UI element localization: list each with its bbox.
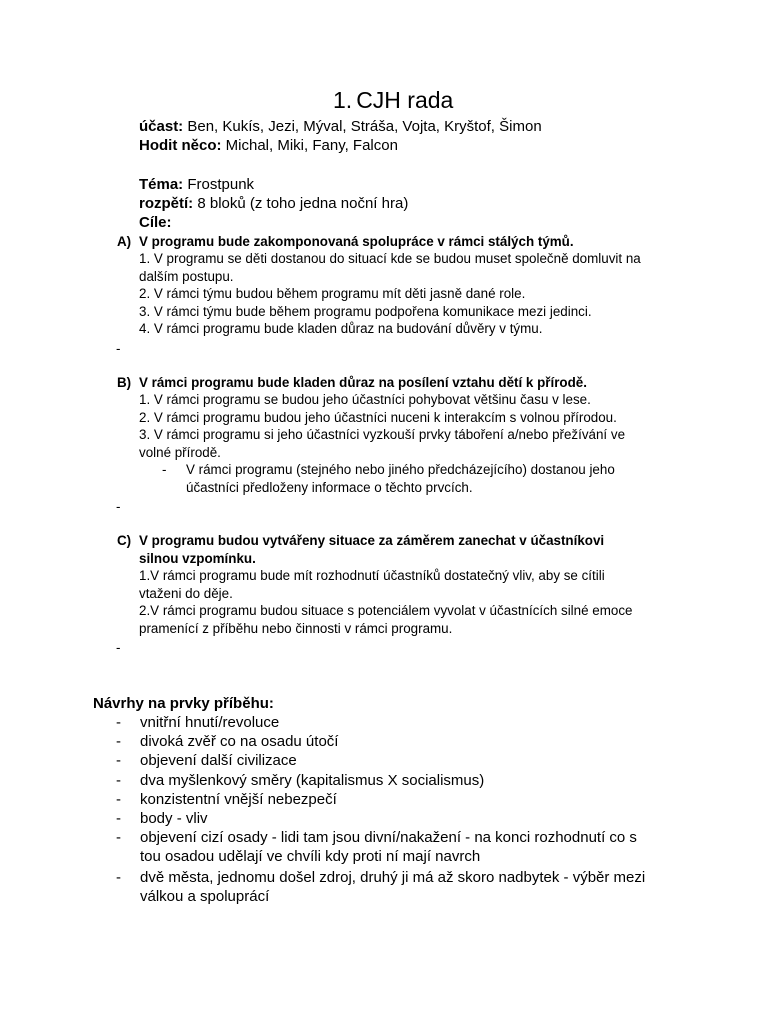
goal-c-heading-1: V programu budou vytvářeny situace za záměrem zanechat v účastníkovi — [139, 533, 605, 548]
story-item-8-line-1: dvě města, jednomu došel zdroj, druhý ji má až skoro nadbytek - výběr mezi — [140, 869, 646, 886]
goal-a-line-4: 3. V rámci týmu bude během programu podpořena komunikace mezi jedinci. — [139, 304, 592, 319]
story-item-7-line-2: tou osadou udělají ve chvíli kdy proti ní mají navrch — [140, 848, 481, 865]
goal-a-line-1: 1. V programu se děti dostanou do situací kde se budou muset společně domluvit na — [139, 251, 641, 266]
goal-b-sub-dash: - — [162, 462, 167, 477]
goal-a-line-3: 2. V rámci týmu budou během programu mít děti jasně dané role. — [139, 286, 526, 301]
story-item-5-dash: - — [116, 791, 121, 808]
story-item-7-line-1: objevení cizí osady - lidi tam jsou divní/nakažení - na konci rozhodnutí co s — [140, 829, 637, 846]
goal-c-line-3: 2.V rámci programu budou situace s potenciálem vyvolat v účastnících silné emoce — [139, 603, 633, 618]
story-item-6: body - vliv — [140, 810, 208, 827]
goal-b-trailing-dash: - — [116, 499, 121, 514]
goal-b-letter: B) — [117, 375, 132, 390]
goal-c-line-4: pramenící z příběhu nebo činnosti v rámci programu. — [139, 621, 453, 636]
goal-c-heading-2: silnou vzpomínku. — [139, 551, 256, 566]
goal-a-line-5: 4. V rámci programu bude kladen důraz na budování důvěry v týmu. — [139, 321, 543, 336]
invite-line — [139, 136, 398, 155]
story-item-4: dva myšlenkový směry (kapitalismus X socialismus) — [140, 772, 485, 789]
goal-b-heading: V rámci programu bude kladen důraz na posílení vztahu dětí k přírodě. — [139, 375, 587, 390]
invite-label: Hodit něco: — [139, 137, 222, 154]
story-item-6-dash: - — [116, 810, 121, 827]
participation-value: Ben, Kukís, Jezi, Mýval, Stráša, Vojta, Kryštof, Šimon — [187, 118, 542, 135]
story-item-1: vnitřní hnutí/revoluce — [140, 714, 280, 731]
story-item-2-dash: - — [116, 733, 121, 750]
goal-a-line-2: dalším postupu. — [139, 269, 234, 284]
story-item-2: divoká zvěř co na osadu útočí — [140, 733, 339, 750]
participation-line — [139, 117, 542, 136]
scope-value: 8 bloků (z toho jedna noční hra) — [197, 195, 409, 212]
goal-a-trailing-dash: - — [116, 341, 121, 356]
goals-label: Cíle: — [139, 214, 172, 231]
goal-c-line-1: 1.V rámci programu bude mít rozhodnutí účastníků dostatečný vliv, aby se cítili — [139, 568, 605, 583]
goal-b-line-4: volné přírodě. — [139, 445, 221, 460]
participation-label: účast: — [139, 118, 184, 135]
story-item-7-dash: - — [116, 829, 121, 846]
theme-label: Téma: — [139, 176, 184, 193]
story-item-4-dash: - — [116, 772, 121, 789]
scope-label: rozpětí: — [139, 195, 194, 212]
goal-c-trailing-dash: - — [116, 640, 121, 655]
goal-b-line-2: 2. V rámci programu budou jeho účastníci nuceni k interakcím s volnou přírodou. — [139, 410, 617, 425]
invite-value: Michal, Miki, Fany, Falcon — [225, 137, 398, 154]
theme-value: Frostpunk — [187, 176, 255, 193]
title-number: 1. — [333, 87, 353, 113]
goals-label-line — [139, 213, 172, 232]
story-item-1-dash: - — [116, 714, 121, 731]
scope-line — [139, 194, 408, 213]
story-item-3: objevení další civilizace — [140, 752, 297, 769]
title-text: CJH rada — [356, 87, 454, 113]
goal-b-sub-line-1: V rámci programu (stejného nebo jiného předcházejícího) dostanou jeho — [186, 462, 615, 477]
goal-b-sub-line-2: účastníci předloženy informace o těchto prvcích. — [186, 480, 473, 495]
goal-c-line-2: vtaženi do děje. — [139, 586, 233, 601]
story-item-8-dash: - — [116, 869, 121, 886]
story-section-title: Návrhy na prvky příběhu: — [93, 695, 274, 712]
story-item-5: konzistentní vnější nebezpečí — [140, 791, 337, 808]
goal-b-line-3: 3. V rámci programu si jeho účastníci vyzkouší prvky táboření a/nebo přežívání ve — [139, 427, 626, 442]
story-item-8-line-2: válkou a spoluprácí — [140, 888, 270, 905]
document-title — [333, 86, 453, 114]
goal-a-letter: A) — [117, 234, 132, 249]
goal-c-letter: C) — [117, 533, 132, 548]
goal-a-heading: V programu bude zakomponovaná spolupráce v rámci stálých týmů. — [139, 234, 574, 249]
goal-b-line-1: 1. V rámci programu se budou jeho účastníci pohybovat většinu času v lese. — [139, 392, 591, 407]
story-item-3-dash: - — [116, 752, 121, 769]
theme-line — [139, 175, 254, 194]
